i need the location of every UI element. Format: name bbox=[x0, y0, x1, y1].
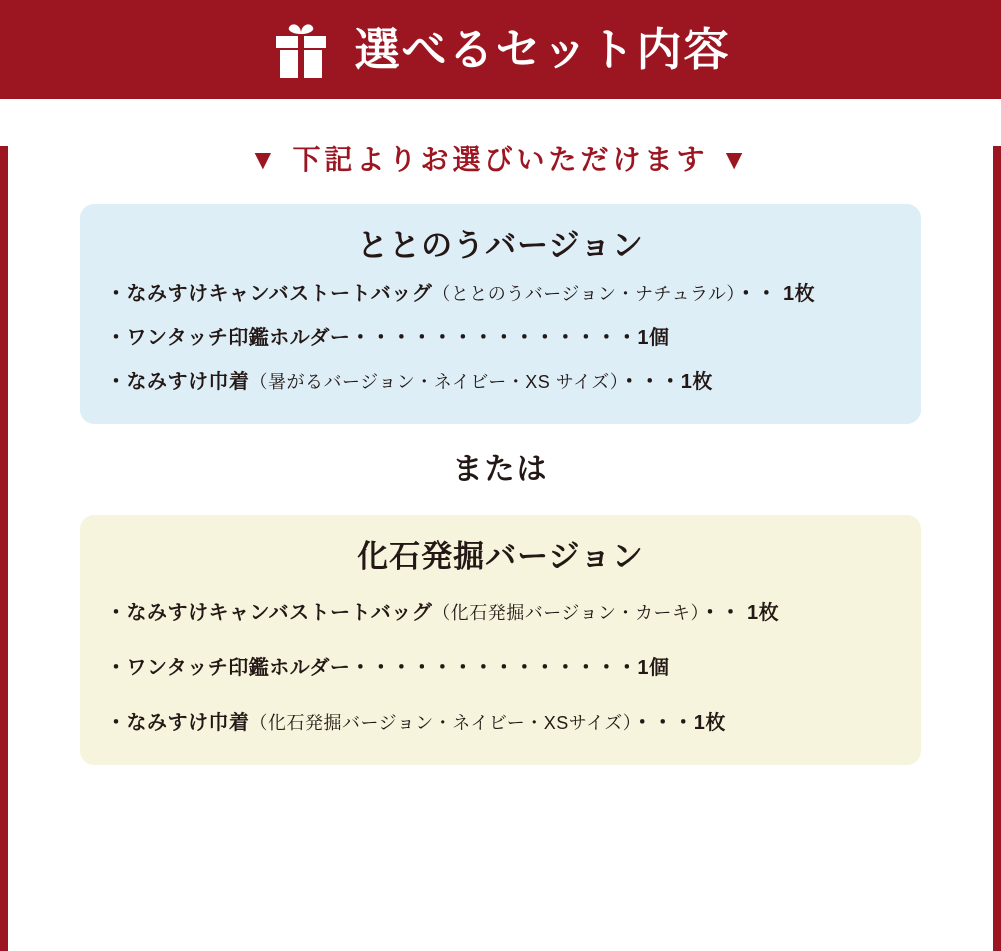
item-qty: 1枚 bbox=[680, 371, 713, 393]
list-item bbox=[80, 371, 921, 394]
option-card-kaseki bbox=[80, 515, 921, 765]
item-qty: 1個 bbox=[637, 657, 670, 679]
item-detail: （化石発掘バージョン・ネイビー・XSサイズ） bbox=[249, 713, 633, 733]
item-lead: ・ワンタッチ印鑑ホルダー bbox=[106, 657, 351, 679]
item-lead: ・なみすけ巾着 bbox=[106, 712, 250, 734]
item-dots: ・・・・・・・・・・・・・・ bbox=[350, 327, 638, 349]
item-lead: ・ワンタッチ印鑑ホルダー bbox=[106, 327, 351, 349]
panel-body bbox=[0, 146, 1001, 951]
item-qty: 1枚 bbox=[693, 712, 726, 734]
item-dots: ・・ bbox=[699, 602, 741, 624]
option-title: 化石発掘バージョン bbox=[357, 539, 644, 574]
item-dots: ・・・ bbox=[619, 371, 681, 393]
option-card-totonou bbox=[80, 204, 921, 424]
item-qty: 1枚 bbox=[782, 283, 816, 305]
gift-icon bbox=[270, 20, 332, 82]
or-separator: または bbox=[452, 453, 549, 486]
list-item bbox=[80, 283, 921, 306]
panel-header bbox=[0, 0, 1001, 99]
item-detail: （暑がるバージョン・ネイビー・XS サイズ） bbox=[249, 372, 620, 392]
option-title: ととのうバージョン bbox=[357, 228, 644, 263]
panel-title: 選べるセット内容 bbox=[354, 24, 731, 75]
item-lead: ・なみすけ巾着 bbox=[106, 371, 250, 393]
item-qty: 1個 bbox=[637, 327, 670, 349]
item-detail: （ととのうバージョン・ナチュラル） bbox=[432, 284, 736, 304]
item-lead: ・なみすけキャンバストートバッグ bbox=[106, 602, 433, 624]
item-detail: （化石発掘バージョン・カーキ） bbox=[432, 603, 700, 623]
list-item bbox=[80, 327, 921, 350]
list-item bbox=[80, 712, 921, 735]
item-dots: ・・ bbox=[735, 283, 777, 305]
choose-below-note: ▼ 下記よりお選びいただけます ▼ bbox=[249, 144, 752, 175]
item-dots: ・・・ bbox=[632, 712, 694, 734]
item-dots: ・・・・・・・・・・・・・・ bbox=[350, 657, 638, 679]
item-lead: ・なみすけキャンバストートバッグ bbox=[106, 283, 433, 305]
list-item bbox=[80, 657, 921, 680]
list-item bbox=[80, 602, 921, 625]
item-qty: 1枚 bbox=[747, 602, 780, 624]
